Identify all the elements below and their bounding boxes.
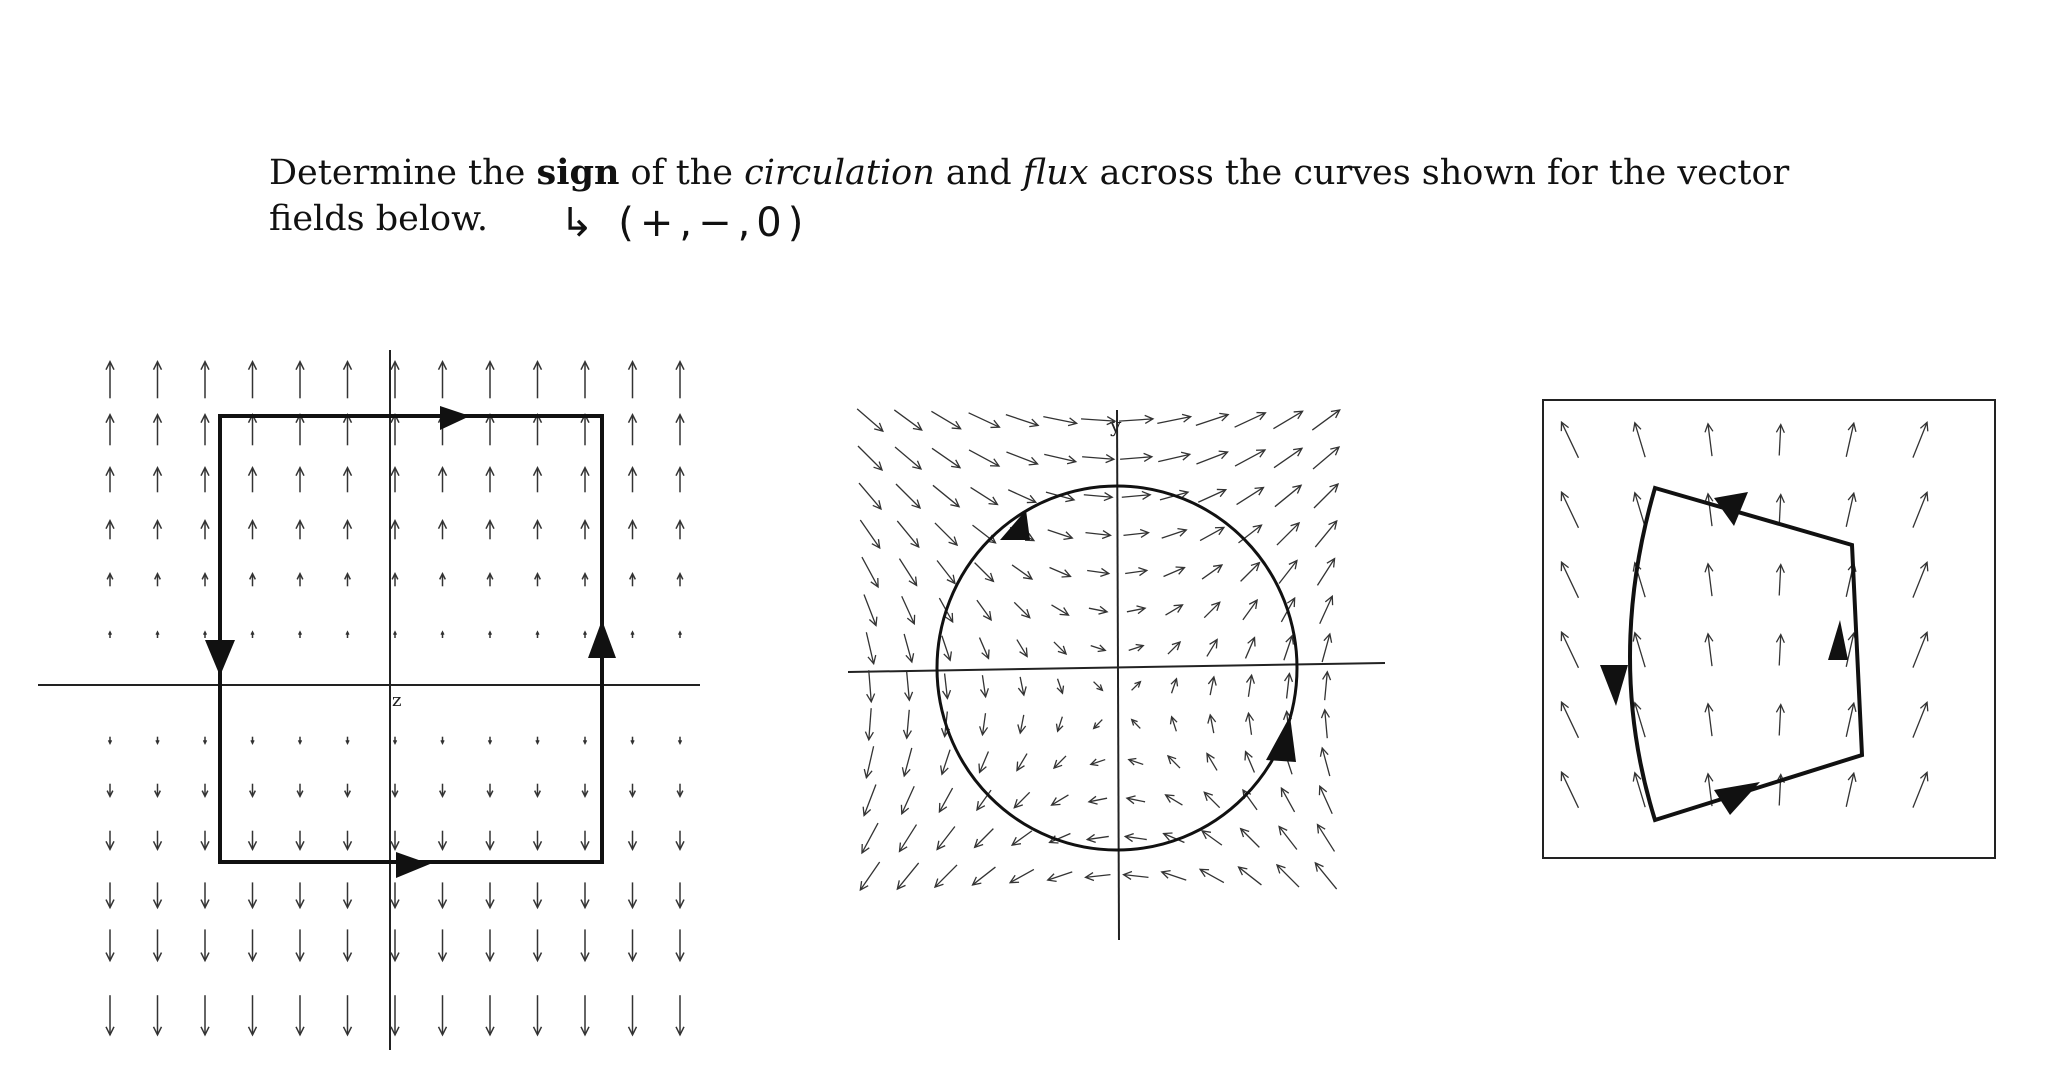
field-arrow — [1779, 565, 1781, 596]
prompt-text: and — [934, 153, 1023, 193]
field-arrow — [1779, 635, 1781, 666]
prompt-text: of the — [619, 153, 745, 193]
direction-arrow-icon — [1828, 620, 1848, 660]
prompt-italic-flux: flux — [1022, 153, 1089, 193]
figure-frame — [1543, 400, 1995, 858]
field-arrow — [1913, 562, 1927, 597]
field-arrow — [1913, 422, 1927, 457]
vector-field-3 — [1561, 422, 1927, 808]
prompt-text: across the curves shown for the vector — [1088, 153, 1790, 193]
field-arrow — [1562, 702, 1579, 738]
direction-arrow-icon — [1600, 665, 1628, 706]
hook-arrow-icon: ↳ — [560, 200, 600, 246]
field-arrow — [1913, 702, 1927, 737]
field-arrow — [1562, 562, 1579, 598]
handwritten-answer-text: (+,−,0) — [618, 200, 810, 246]
direction-arrow-icon — [1714, 782, 1760, 815]
field-arrow — [1913, 772, 1927, 807]
field-arrow — [1562, 632, 1579, 668]
prompt-text: Determine the — [269, 153, 537, 193]
field-arrow — [1562, 492, 1579, 528]
axis-label-y: y — [1110, 413, 1122, 437]
field-arrow — [1779, 705, 1781, 736]
field-arrow — [1779, 495, 1781, 526]
field-arrow — [1913, 632, 1927, 667]
sector-curve — [1630, 488, 1862, 820]
prompt-bold-sign: sign — [536, 152, 620, 193]
direction-arrow-icon — [1714, 492, 1748, 526]
field-arrow — [1562, 772, 1579, 808]
axis-label-z: z — [392, 690, 402, 711]
prompt-italic-circulation: circulation — [744, 153, 935, 193]
field-arrow — [1913, 492, 1927, 527]
field-arrow — [1779, 425, 1781, 456]
field-arrow — [1562, 422, 1579, 458]
prompt-text-line2: fields below. — [269, 199, 489, 239]
